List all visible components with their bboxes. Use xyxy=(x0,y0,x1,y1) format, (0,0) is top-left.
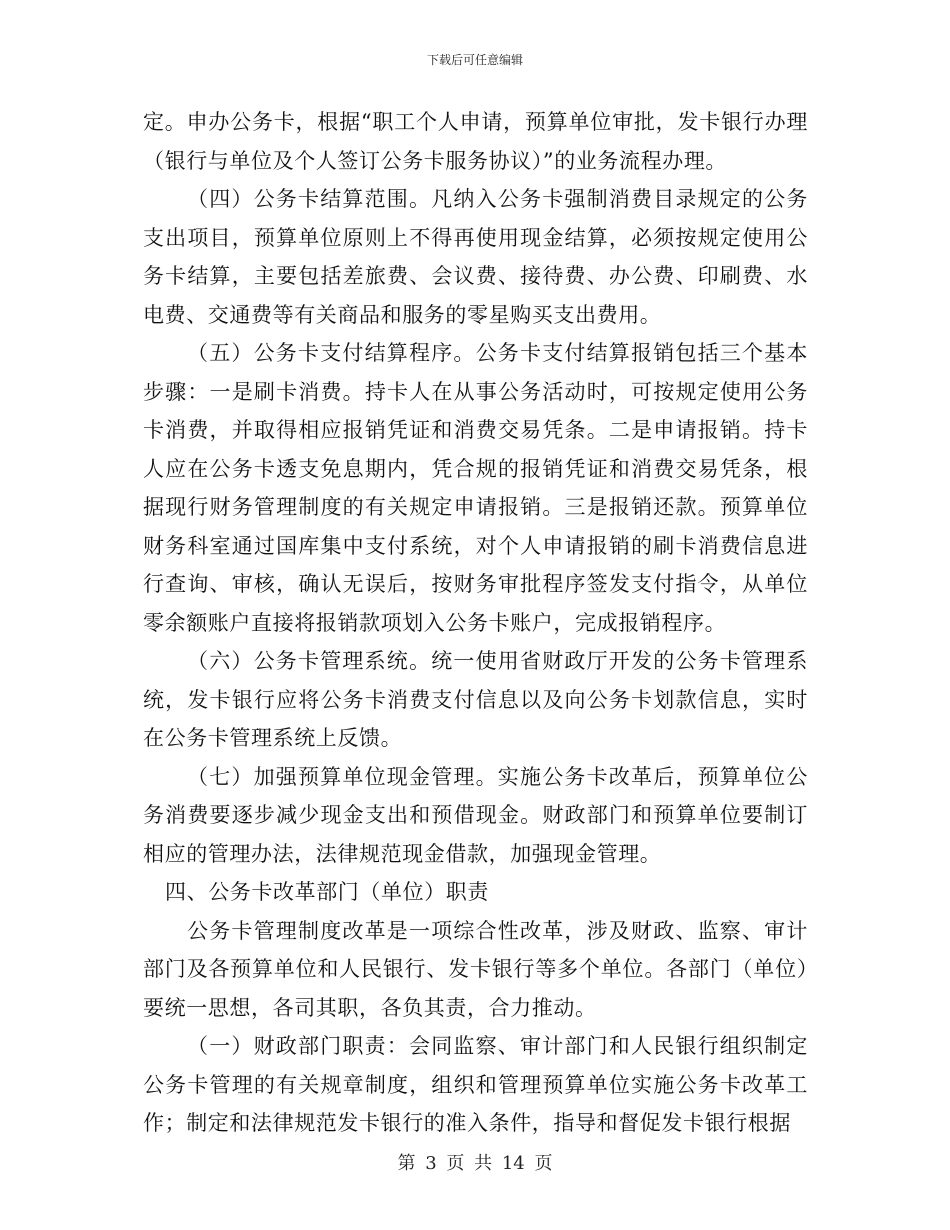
section-heading-responsibilities: 四、公务卡改革部门（单位）职责 xyxy=(165,880,489,904)
paragraph-management-system: （六）公务卡管理系统。统一使用省财政厅开发的公务卡管理系统，发卡银行应将公务卡消费支付信息以及向公务卡划款信息，实时在公务卡管理系统上反馈。 xyxy=(143,649,808,750)
page-header: 下载后可任意编辑 xyxy=(426,53,523,67)
paragraph-finance-duties: （一）财政部门职责：会同监察、审计部门和人民银行组织制定公务卡管理的有关规章制度，组织和管理预算单位实施公务卡改革工作；制定和法律规范发卡银行的准入条件，指导和督促发卡银行根据 xyxy=(143,1034,808,1135)
page-footer: 第 3 页 共 14 页 xyxy=(397,1153,553,1174)
paragraph-cash-management: （七）加强预算单位现金管理。实施公务卡改革后，预算单位公务消费要逐步减少现金支出和预借现金。财政部门和预算单位要制订相应的管理办法，法律规范现金借款，加强现金管理。 xyxy=(143,764,808,866)
paragraph-continuation: 定。申办公务卡，根据“职工个人申请，预算单位审批，发卡银行办理（银行与单位及个人签订公务卡服务协议）”的业务流程办理。 xyxy=(143,110,808,173)
paragraph-settlement-scope: （四）公务卡结算范围。凡纳入公务卡强制消费目录规定的公务支出项目，预算单位原则上不得再使用现金结算，必须按规定使用公务卡结算，主要包括差旅费、会议费、接待费、办公费、印刷费、水电费、交通费等有关商品和服务的零星购买支出费用。 xyxy=(143,187,808,327)
document-body xyxy=(143,103,808,1143)
paragraph-reform-overview: 公务卡管理制度改革是一项综合性改革，涉及财政、监察、审计部门及各预算单位和人民银行、发卡银行等多个单位。各部门（单位）要统一思想，各司其职，各负其责，合力推动。 xyxy=(143,918,808,1020)
paragraph-payment-procedure: （五）公务卡支付结算程序。公务卡支付结算报销包括三个基本步骤：一是刷卡消费。持卡人在从事公务活动时，可按规定使用公务卡消费，并取得相应报销凭证和消费交易凭条。二是申请报销。持卡人应在公务卡透支免息期内，凭合规的报销凭证和消费交易凭条，根据现行财务管理制度的有关规定申请报销。三是报销还款。预算单位财务科室通过国库集中支付系统，对个人申请报销的刷卡消费信息进行查询、审核，确认无误后，按财务审批程序签发支付指令，从单位零余额账户直接将报销款项划入公务卡账户，完成报销程序。 xyxy=(143,341,808,635)
